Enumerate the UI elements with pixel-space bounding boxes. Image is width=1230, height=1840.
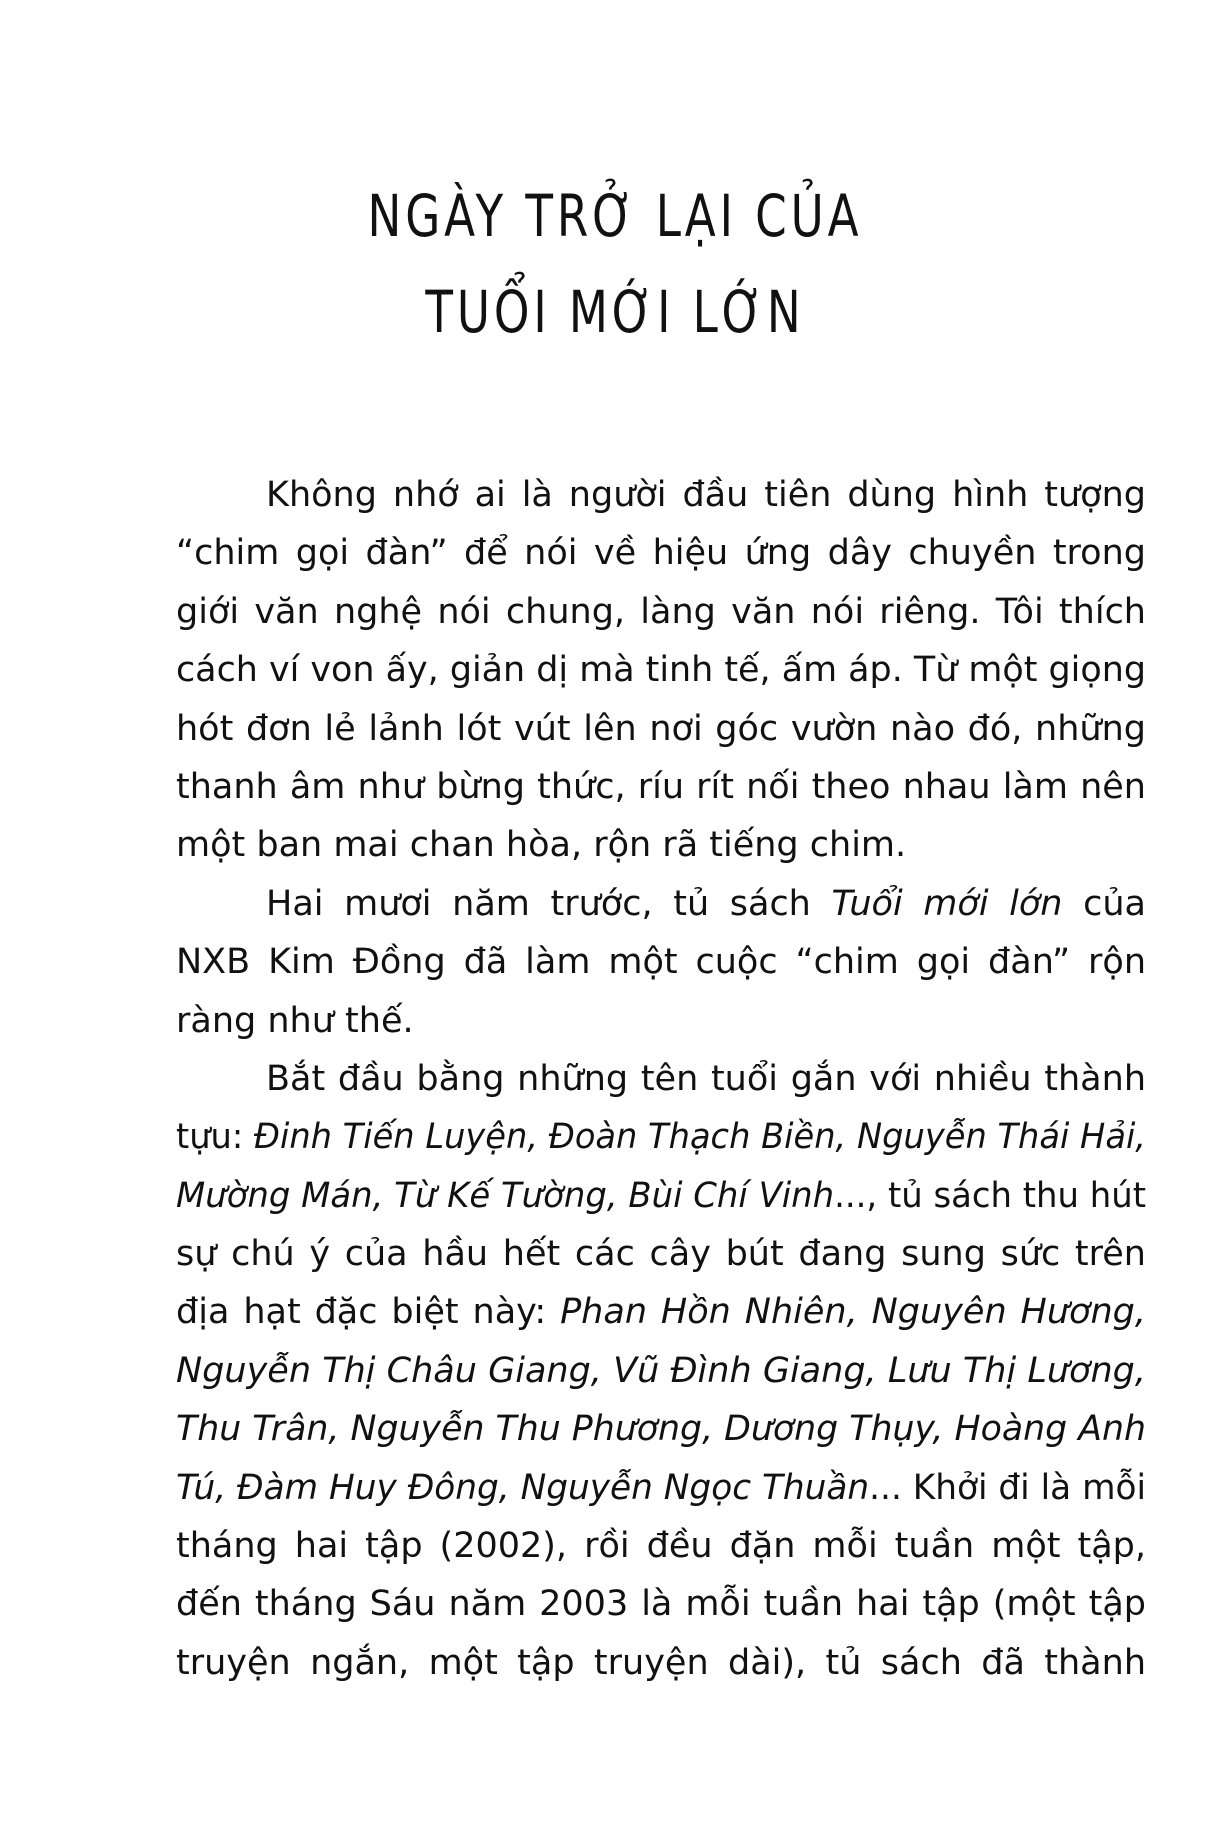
author-names: Tú, Đàm Huy Đông, Nguyễn Ngọc Thuần (176, 1467, 870, 1508)
text-line: thanh âm như bừng thức, ríu rít nối theo nhau làm nên (176, 766, 1146, 807)
chapter-title (0, 168, 1230, 360)
body-text (176, 466, 1146, 1692)
author-names: Phan Hồn Nhiên, Nguyên Hương, (560, 1292, 1146, 1333)
text-line: cách ví von ấy, giản dị mà tinh tế, ấm áp. Từ một giọng (176, 650, 1146, 691)
text-line: ràng như thế. (176, 1000, 414, 1041)
text-line: Mường Mán, Từ Kế Tường, Bùi Chí Vinh..., tủ sách thu hút (176, 1175, 1146, 1216)
author-names: Nguyễn Thị Châu Giang, Vũ Đình Giang, Lưu Thị Lương, (176, 1350, 1146, 1391)
text-line: Bắt đầu bằng những tên tuổi gắn với nhiều thành (266, 1058, 1146, 1099)
author-names: Đinh Tiến Luyện, Đoàn Thạch Biền, Nguyễn Thái Hải, (253, 1117, 1146, 1158)
author-names: Thu Trân, Nguyễn Thu Phương, Dương Thụy, Hoàng Anh (176, 1409, 1146, 1450)
text-line (176, 1342, 1146, 1400)
text-line: Không nhớ ai là người đầu tiên dùng hình tượng (266, 475, 1146, 515)
chapter-title-line-1: NGÀY TRỞ LẠI CỦA (367, 182, 863, 250)
author-names: Mường Mán, Từ Kế Tường, Bùi Chí Vinh (176, 1175, 835, 1216)
text-line: truyện ngắn, một tập truyện dài), tủ sách đã thành (176, 1642, 1146, 1683)
text-line: tựu: Đinh Tiến Luyện, Đoàn Thạch Biền, Nguyễn Thái Hải, (176, 1117, 1146, 1158)
text-line (176, 1400, 1146, 1458)
series-title: Tuổi mới lớn (831, 883, 1063, 924)
text-line: tháng hai tập (2002), rồi đều đặn mỗi tuần một tập, (176, 1526, 1146, 1567)
text-line: đến tháng Sáu năm 2003 là mỗi tuần hai tập (một tập (176, 1584, 1146, 1625)
text-line: NXB Kim Đồng đã làm một cuộc “chim gọi đàn” rộn (176, 942, 1146, 983)
text-line: Hai mươi năm trước, tủ sách Tuổi mới lớn của (266, 883, 1147, 924)
chapter-title-line-2: TUỔI MỚI LỚN (425, 278, 805, 346)
text-line: sự chú ý của hầu hết các cây bút đang sung sức trên (176, 1234, 1146, 1275)
text-line: hót đơn lẻ lảnh lót vút lên nơi góc vườn nào đó, những (176, 708, 1146, 749)
text-line: địa hạt đặc biệt này: Phan Hồn Nhiên, Nguyên Hương, (176, 1292, 1146, 1333)
text-line: “chim gọi đàn” để nói về hiệu ứng dây chuyền trong (176, 533, 1146, 574)
text-line: Tú, Đàm Huy Đông, Nguyễn Ngọc Thuần... Khởi đi là mỗi (176, 1467, 1146, 1508)
text-line: một ban mai chan hòa, rộn rã tiếng chim. (176, 825, 907, 866)
text-line: giới văn nghệ nói chung, làng văn nói riêng. Tôi thích (176, 591, 1146, 632)
